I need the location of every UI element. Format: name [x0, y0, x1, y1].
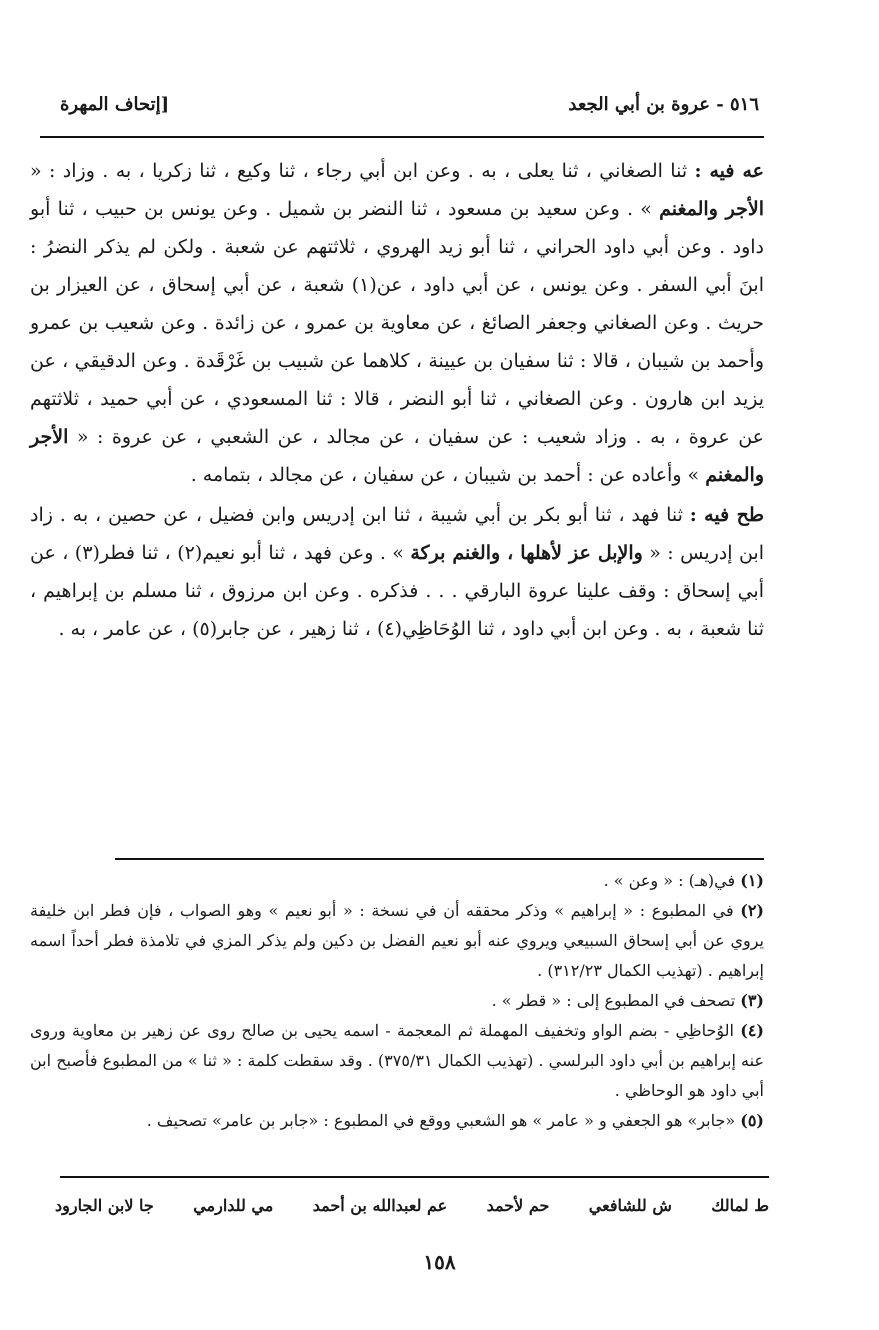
- footnote-5: [30, 1106, 764, 1136]
- footnote-4-number: (٤): [740, 1021, 764, 1040]
- footnote-3-text: تصحف في المطبوع إلى : « قطر » .: [491, 991, 741, 1010]
- footnote-2-number: (٢): [740, 901, 764, 920]
- abbrev-malik: ط لمالك: [711, 1195, 769, 1215]
- footnote-2-text: في المطبوع : « إبراهيم » وذكر محققه أن في نسخة : « أبو نعيم » وهو الصواب ، فإن فطر ابن خليفة يروي عن أبي إسحاق السبيعي ويروي عنه أبو نعيم الفضل بن دكين ولم يذكر المزي في تلامذة فطر أحداً اسمه إبراهيم . (تهذيب الكمال ٣١٢/٢٣) .: [30, 901, 764, 980]
- paragraph-1-text-2: » . وعن سعيد بن مسعود ، ثنا النضر بن شميل . وعن يونس بن حبيب ، ثنا أبو داود . وعن أبي داود الحراني ، ثنا أبو زيد الهروي ، ثلاثتهم عن شعبة . ولكن لم يذكر النضرُ : ابنَ أبي السفر . وعن يونس ، عن أبي داود ، عن(١) شعبة ، عن أبي إسحاق ، عن العيزار بن حريث . وعن الصغاني وجعفر الصائغ ، عن معاوية بن عمرو ، عن زائدة . وعن شعيب بن عمرو وأحمد بن شيبان ، قالا : ثنا سفيان بن عيينة ، كلاهما عن شبيب بن غَرْقَدة . وعن الدقيقي ، عن يزيد ابن هارون . وعن الصغاني ، ثنا أبو النضر ، قالا : ثنا المسعودي ، عن أبي حميد ، ثلاثتهم عن عروة ، به . وزاد شعيب : عن سفيان ، عن مجالد ، عن الشعبي ، عن عروة : «: [30, 198, 765, 448]
- paragraph-2-lead: طح فيه :: [689, 504, 764, 526]
- header-divider: [40, 136, 764, 138]
- footnote-divider: [115, 858, 764, 860]
- paragraph-1-bold-2: الأجر والمغنم: [30, 426, 764, 486]
- paragraph-1-text-1: ثنا الصغاني ، ثنا يعلى ، به . وعن ابن أبي رجاء ، ثنا وكيع ، ثنا زكريا ، به . وزاد : «: [30, 160, 695, 182]
- footnote-4-text: الوُحاظِي - بضم الواو وتخفيف المهملة ثم المعجمة - اسمه يحيى بن صالح روى عن زهير بن معاوية وروى عنه إبراهيم بن أبي داود البرلسي . (تهذيب الكمال ٣٧٥/٣١) . وقد سقطت كلمة : « ثنا » من المطبوع فأصبح ابن أبي داود هو الوحاظي .: [30, 1021, 765, 1100]
- footnote-5-number: (٥): [740, 1111, 764, 1130]
- paragraph-2: [30, 496, 764, 648]
- footnote-5-text: «جابر» هو الجعفي و « عامر » هو الشعبي ووقع في المطبوع : «جابر بن عامر» تصحيف .: [146, 1111, 741, 1130]
- footnote-3: [30, 986, 764, 1016]
- page-number: ١٥٨: [423, 1250, 456, 1274]
- footnotes: [30, 866, 764, 1136]
- abbrev-abdullah: عم لعبدالله بن أحمد: [312, 1195, 448, 1215]
- paragraph-1-text-3: » وأعاده عن : أحمد بن شيبان ، عن سفيان ، عن مجالد ، بتمامه .: [190, 464, 706, 486]
- abbreviations-divider: [60, 1176, 769, 1178]
- abbrev-darimi: مي للدارمي: [193, 1195, 274, 1215]
- page-header: [60, 86, 759, 122]
- footnote-1-text: في(هـ) : « وعن » .: [603, 871, 741, 890]
- paragraph-1-lead: عه فيه :: [694, 160, 764, 182]
- footnote-2: [30, 896, 764, 986]
- abbrev-jarud: جا لابن الجارود: [55, 1195, 154, 1215]
- paragraph-2-text-2: » . وعن فهد ، ثنا أبو نعيم(٢) ، ثنا فطر(٣) ، عن أبي إسحاق : وقف علينا عروة البارقي . . . فذكره . وعن ابن مرزوق ، ثنا مسلم بن إبراهيم ، ثنا شعبة ، به . وعن ابن أبي داود ، ثنا الوُحَاظِي(٤) ، ثنا زهير ، عن جابر(٥) ، عن عامر ، به .: [30, 542, 764, 640]
- running-title: ٥١٦ - عروة بن أبي الجعد: [568, 93, 759, 115]
- abbrev-ahmad: حم لأحمد: [486, 1195, 550, 1215]
- paragraph-1: [30, 152, 764, 494]
- book-title: [إتحاف المهرة: [60, 93, 170, 115]
- footnote-1: [30, 866, 764, 896]
- paragraph-1-bold-1: الأجر والمغنم: [659, 198, 765, 220]
- paragraph-2-bold-1: والإبل عز لأهلها ، والغنم بركة: [410, 542, 643, 564]
- abbreviations-key: [55, 1188, 769, 1222]
- abbrev-shafii: ش للشافعي: [588, 1195, 672, 1215]
- main-text: [30, 152, 764, 648]
- footnote-1-number: (١): [740, 871, 764, 890]
- paragraph-2-text-1: ثنا فهد ، ثنا أبو بكر بن أبي شيبة ، ثنا ابن إدريس وابن فضيل ، عن حصين ، به . زاد ابن إدريس : «: [30, 504, 765, 564]
- footnote-4: [30, 1016, 764, 1106]
- footnote-3-number: (٣): [740, 991, 764, 1010]
